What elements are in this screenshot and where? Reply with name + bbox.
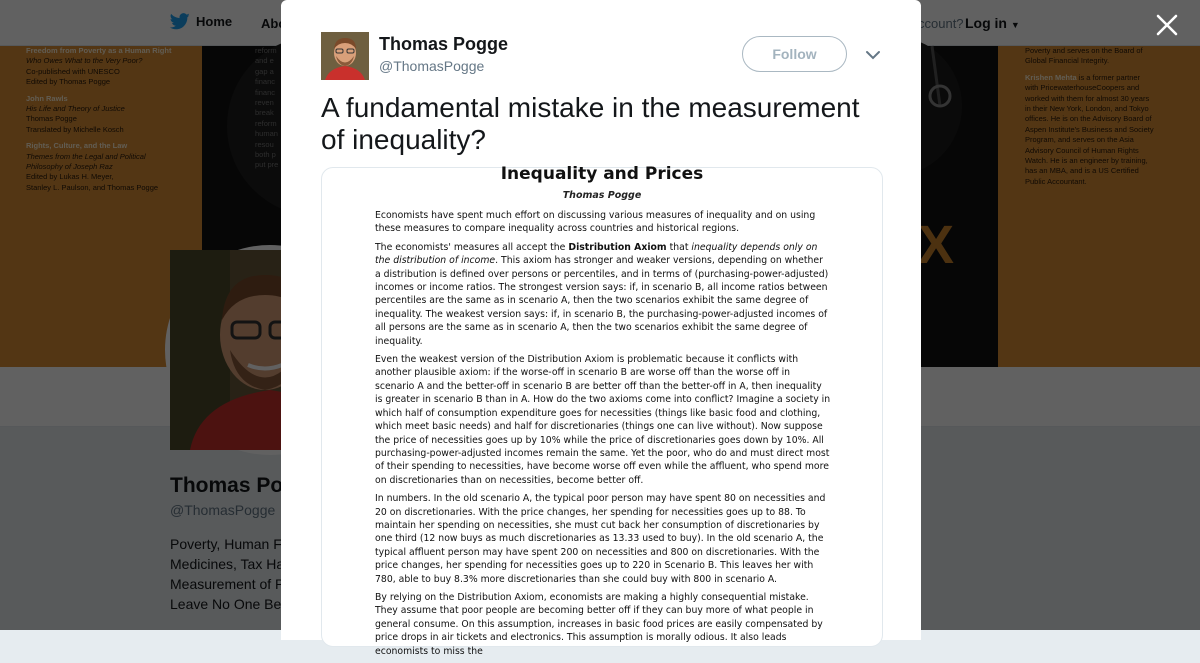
paper-author: Thomas Pogge <box>562 190 642 201</box>
tweet-options-button[interactable] <box>865 48 881 60</box>
author-avatar-image <box>321 32 369 80</box>
chevron-down-icon <box>865 49 881 61</box>
close-icon <box>1152 10 1182 40</box>
paper-paragraph: Economists have spent much effort on discussing various measures of inequality and on using these measures to compare inequality across countries and historical regions. <box>375 210 816 235</box>
paper-paragraph: In numbers. In the old scenario A, the typical poor person may have spent 80 on necessities and 20 on discretionaries. With the price changes, her spending for necessities goes up to 88. To maintain her spending on necessities, she must cut back her consumption of discretionaries by one third (12 now buys as much discretionaries as 13.33 used to buy). In the old scenario A, the typical affluent person may have spent 200 on necessities and 800 on discretionaries. With the price changes, her spending for necessities goes up to 220 in Scenario B. This leaves her with 780, able to buy 8.3% more discretionaries than she could buy with 800 in scenario A. <box>375 493 826 585</box>
tweet-author-name[interactable]: Thomas Pogge <box>379 34 509 54</box>
paper-paragraph: Even the weakest version of the Distribution Axiom is problematic because it conflicts with another plausible axiom: if the worse-off in scenario B are worse off than the worse off in scenario A and the better-off in scenario B are better off than the better-off in A, then inequality is greater in scenario B than in A. How do the two axioms come into conflict? Imagine a society in which half of consumption expenditure goes for necessities (things like basic food and clothing, which meet basic needs) and half for discretionaries (things one can live without). Now suppose the price of necessities goes up by 10% while the price of discretionaries goes down by 10%. All purchasing-power-adjusted incomes remain the same. Yet the poor, who do and must direct most of their spending to necessities, have become worse off even while the affluent, who spend more on discretionaries than on necessities, become better off. <box>375 354 831 486</box>
tweet-media-image[interactable] <box>321 164 883 657</box>
follow-button[interactable]: Follow <box>742 36 847 72</box>
paper-paragraph: The economists' measures all accept the Distribution Axiom that inequality depends only on the distribution of income. This axiom has stronger and weaker versions, depending on whether a distribution is defined over persons or percentiles, and in terms of (purchasing-power-adjusted) incomes or income ratios. The strongest version says: if, in scenario B, all income ratios between percentiles are the same as in scenario A, then the two scenarios exhibit the same degree of inequality. The weakest version says: if, in scenario B, the purchasing-power-adjusted incomes of all persons are the same as in scenario A, then the two scenarios exhibit the same degree of inequality. <box>375 241 829 347</box>
paper-paragraph: By relying on the Distribution Axiom, economists are making a highly consequential mistake. They assume that poor people are becoming better off if they can buy more of what people in general consume. On this assumption, increases in basic food prices are easily compensated by price drops in air tickets and electronics. This assumption is morally odious. It also leads economists to miss the <box>375 591 823 657</box>
tweet-author-handle[interactable]: @ThomasPogge <box>379 58 485 74</box>
paper-title: Inequality and Prices <box>500 164 704 184</box>
close-modal-button[interactable] <box>1152 10 1182 40</box>
paper-body <box>375 209 831 663</box>
tweet-modal <box>281 0 921 657</box>
tweet-text: A fundamental mistake in the measurement of inequality? <box>321 92 860 155</box>
tweet-author-avatar[interactable] <box>321 32 369 80</box>
